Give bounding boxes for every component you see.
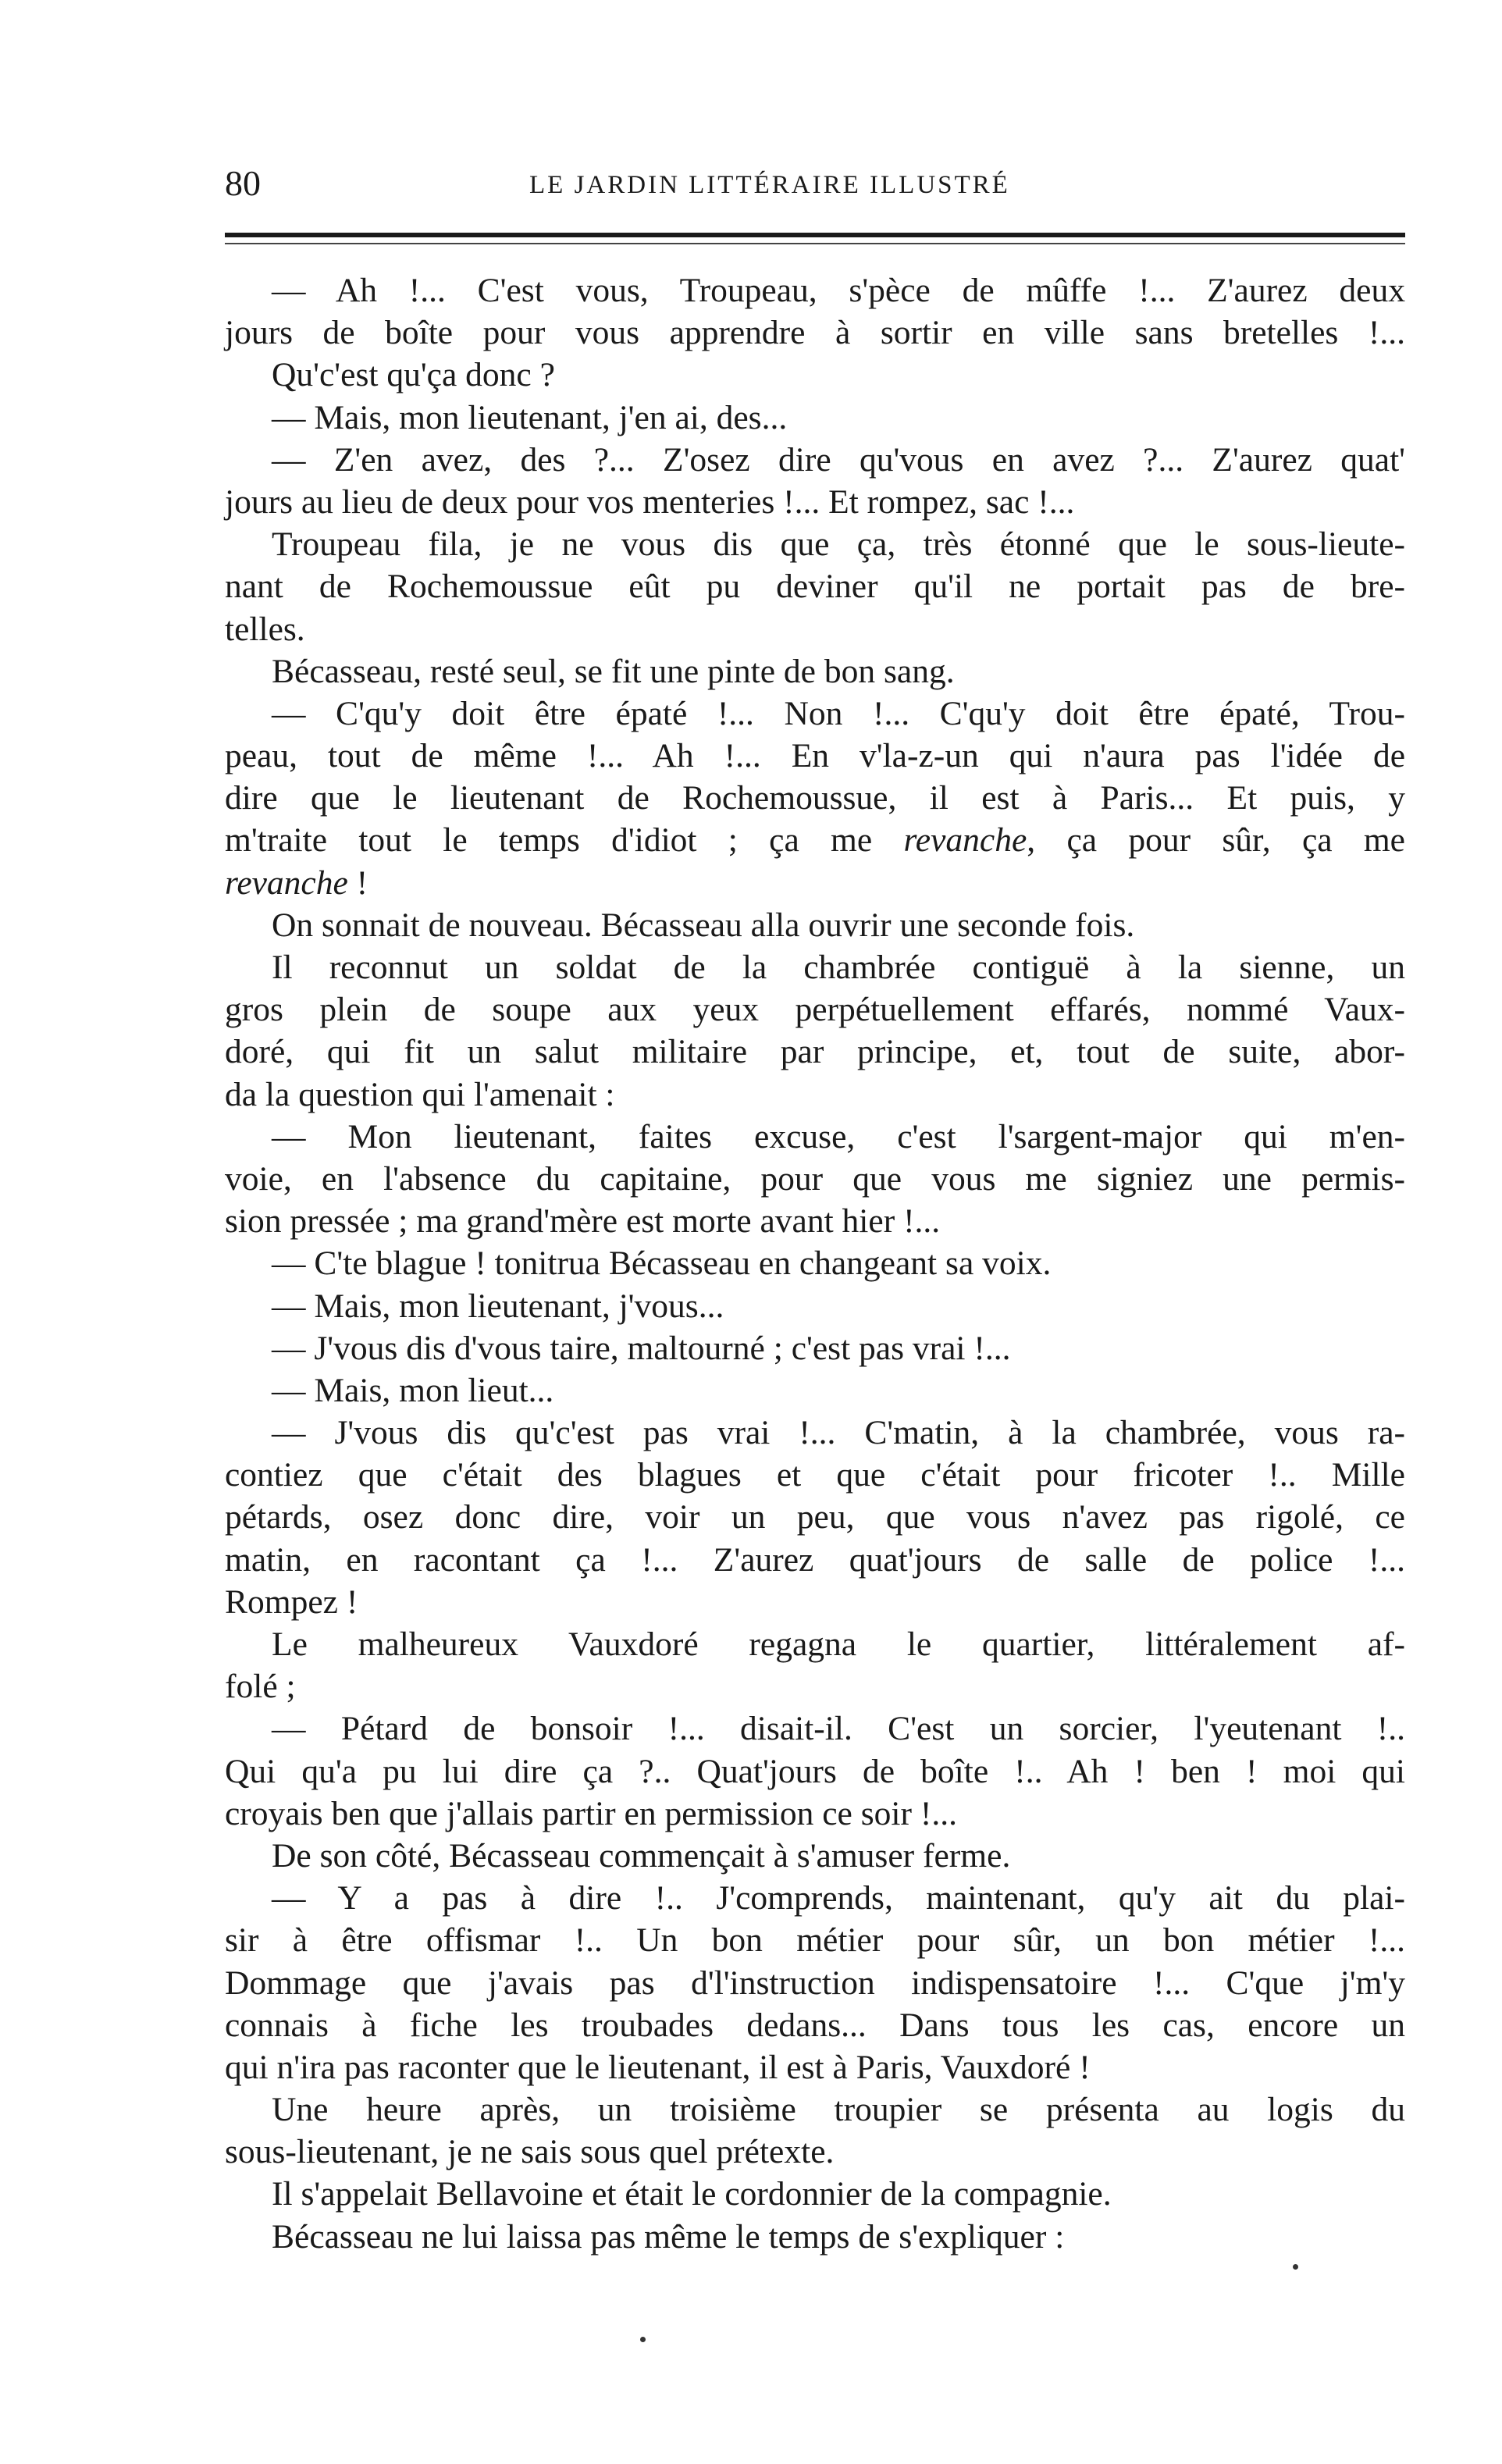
text-line: — J'vous dis d'vous taire, maltourné ; c'est pas vrai !... xyxy=(272,1329,1011,1367)
italic-word: revanche xyxy=(903,821,1027,860)
text-line: telles. xyxy=(225,610,305,648)
ink-speck xyxy=(640,2337,646,2342)
text-line: — J'vous dis qu'c'est pas vrai !... C'matin, à la chambrée, vous ra- xyxy=(272,1414,1405,1452)
text-line: sion pressée ; ma grand'mère est morte avant hier !... xyxy=(225,1202,941,1241)
text-line: — Y a pas à dire !.. J'comprends, maintenant, qu'y ait du plai- xyxy=(272,1879,1405,1917)
text-line xyxy=(225,819,1405,861)
text-line: pétards, osez donc dire, voir un peu, que vous n'avez pas rigolé, ce xyxy=(225,1498,1405,1536)
text-line: sous-lieutenant, je ne sais sous quel prétexte. xyxy=(225,2133,835,2171)
text-line: — Mon lieutenant, faites excuse, c'est l'sargent-major qui m'en- xyxy=(272,1117,1405,1155)
text-line: Bécasseau, resté seul, se fit une pinte de bon sang. xyxy=(272,652,955,690)
text-line: matin, en racontant ça !... Z'aurez quat'jours de salle de police !... xyxy=(225,1540,1405,1579)
text-line: Rompez ! xyxy=(225,1583,358,1621)
text-line: qui n'ira pas raconter que le lieutenant, il est à Paris, Vauxdoré ! xyxy=(225,2048,1091,2086)
text-line: — Mais, mon lieutenant, j'vous... xyxy=(272,1287,724,1325)
text-line: jours de boîte pour vous apprendre à sortir en ville sans bretelles !... xyxy=(225,314,1405,352)
text-line: On sonnait de nouveau. Bécasseau alla ouvrir une seconde fois. xyxy=(272,906,1135,944)
header-rule xyxy=(225,233,1405,237)
text-line: — Mais, mon lieutenant, j'en ai, des... xyxy=(272,398,788,436)
text-line: croyais ben que j'allais partir en permission ce soir !... xyxy=(225,1794,957,1832)
text-line: voie, en l'absence du capitaine, pour que vous me signiez une permis- xyxy=(225,1159,1405,1198)
header-rule-thin xyxy=(225,243,1405,244)
text-line: Qui qu'a pu lui dire ça ?.. Quat'jours de boîte !.. Ah ! ben ! moi qui xyxy=(225,1752,1405,1790)
italic-word: revanche xyxy=(225,863,348,902)
text-segment: m'traite tout le temps d'idiot ; ça me xyxy=(225,821,904,860)
text-line: Il reconnut un soldat de la chambrée contiguë à la sienne, un xyxy=(272,949,1405,986)
running-title: LE JARDIN LITTÉRAIRE ILLUSTRÉ xyxy=(529,171,1010,199)
text-line: Qu'c'est qu'ça donc ? xyxy=(272,356,555,394)
text-line: jours au lieu de deux pour vos menteries !... Et rompez, sac !... xyxy=(225,482,1075,521)
text-segment: ! xyxy=(347,863,368,902)
text-line xyxy=(225,862,1405,904)
text-line: Le malheureux Vauxdoré regagna le quartier, littéralement af- xyxy=(272,1625,1405,1663)
text-line: doré, qui fit un salut militaire par principe, et, tout de suite, abor- xyxy=(225,1033,1405,1071)
text-line: Dommage que j'avais pas d'l'instruction indispensatoire !... C'que j'm'y xyxy=(225,1964,1405,2002)
text-line: Il s'appelait Bellavoine et était le cordonnier de la compagnie. xyxy=(272,2175,1112,2213)
text-line: sir à être offismar !.. Un bon métier pour sûr, un bon métier !... xyxy=(225,1921,1405,1960)
text-line: — Mais, mon lieut... xyxy=(272,1371,554,1409)
text-line: folé ; xyxy=(225,1668,296,1706)
page-number: 80 xyxy=(225,163,261,203)
text-line: — C'te blague ! tonitrua Bécasseau en changeant sa voix. xyxy=(272,1244,1052,1283)
page-header xyxy=(225,160,1405,207)
text-line: — Pétard de bonsoir !... disait-il. C'est un sorcier, l'yeutenant !.. xyxy=(272,1710,1405,1748)
text-line: connais à fiche les troubades dedans... Dans tous les cas, encore un xyxy=(225,2006,1405,2044)
body-text xyxy=(225,269,1405,2258)
text-line: De son côté, Bécasseau commençait à s'amuser ferme. xyxy=(272,1836,1011,1875)
text-line: Bécasseau ne lui laissa pas même le temps de s'expliquer : xyxy=(272,2217,1065,2256)
text-segment: , ça pour sûr, ça me xyxy=(1027,821,1405,860)
text-line: gros plein de soupe aux yeux perpétuellement effarés, nommé Vaux- xyxy=(225,991,1405,1029)
text-line: — Ah !... C'est vous, Troupeau, s'pèce de mûffe !... Z'aurez deux xyxy=(272,272,1405,309)
text-line: Une heure après, un troisième troupier se présenta au logis du xyxy=(272,2091,1405,2129)
text-line: — Z'en avez, des ?... Z'osez dire qu'vous en avez ?... Z'aurez quat' xyxy=(272,440,1405,479)
text-line: da la question qui l'amenait : xyxy=(225,1075,615,1113)
text-line: peau, tout de même !... Ah !... En v'la-z-un qui n'aura pas l'idée de xyxy=(225,737,1405,775)
text-line: contiez que c'était des blagues et que c'était pour fricoter !.. Mille xyxy=(225,1456,1405,1494)
ink-speck xyxy=(1293,2264,1298,2270)
text-line: — C'qu'y doit être épaté !... Non !... C'qu'y doit être épaté, Trou- xyxy=(272,694,1405,732)
text-line: dire que le lieutenant de Rochemoussue, il est à Paris... Et puis, y xyxy=(225,779,1405,817)
text-line: nant de Rochemoussue eût pu deviner qu'il ne portait pas de bre- xyxy=(225,568,1405,606)
text-line: Troupeau fila, je ne vous dis que ça, très étonné que le sous-lieute- xyxy=(272,525,1405,564)
